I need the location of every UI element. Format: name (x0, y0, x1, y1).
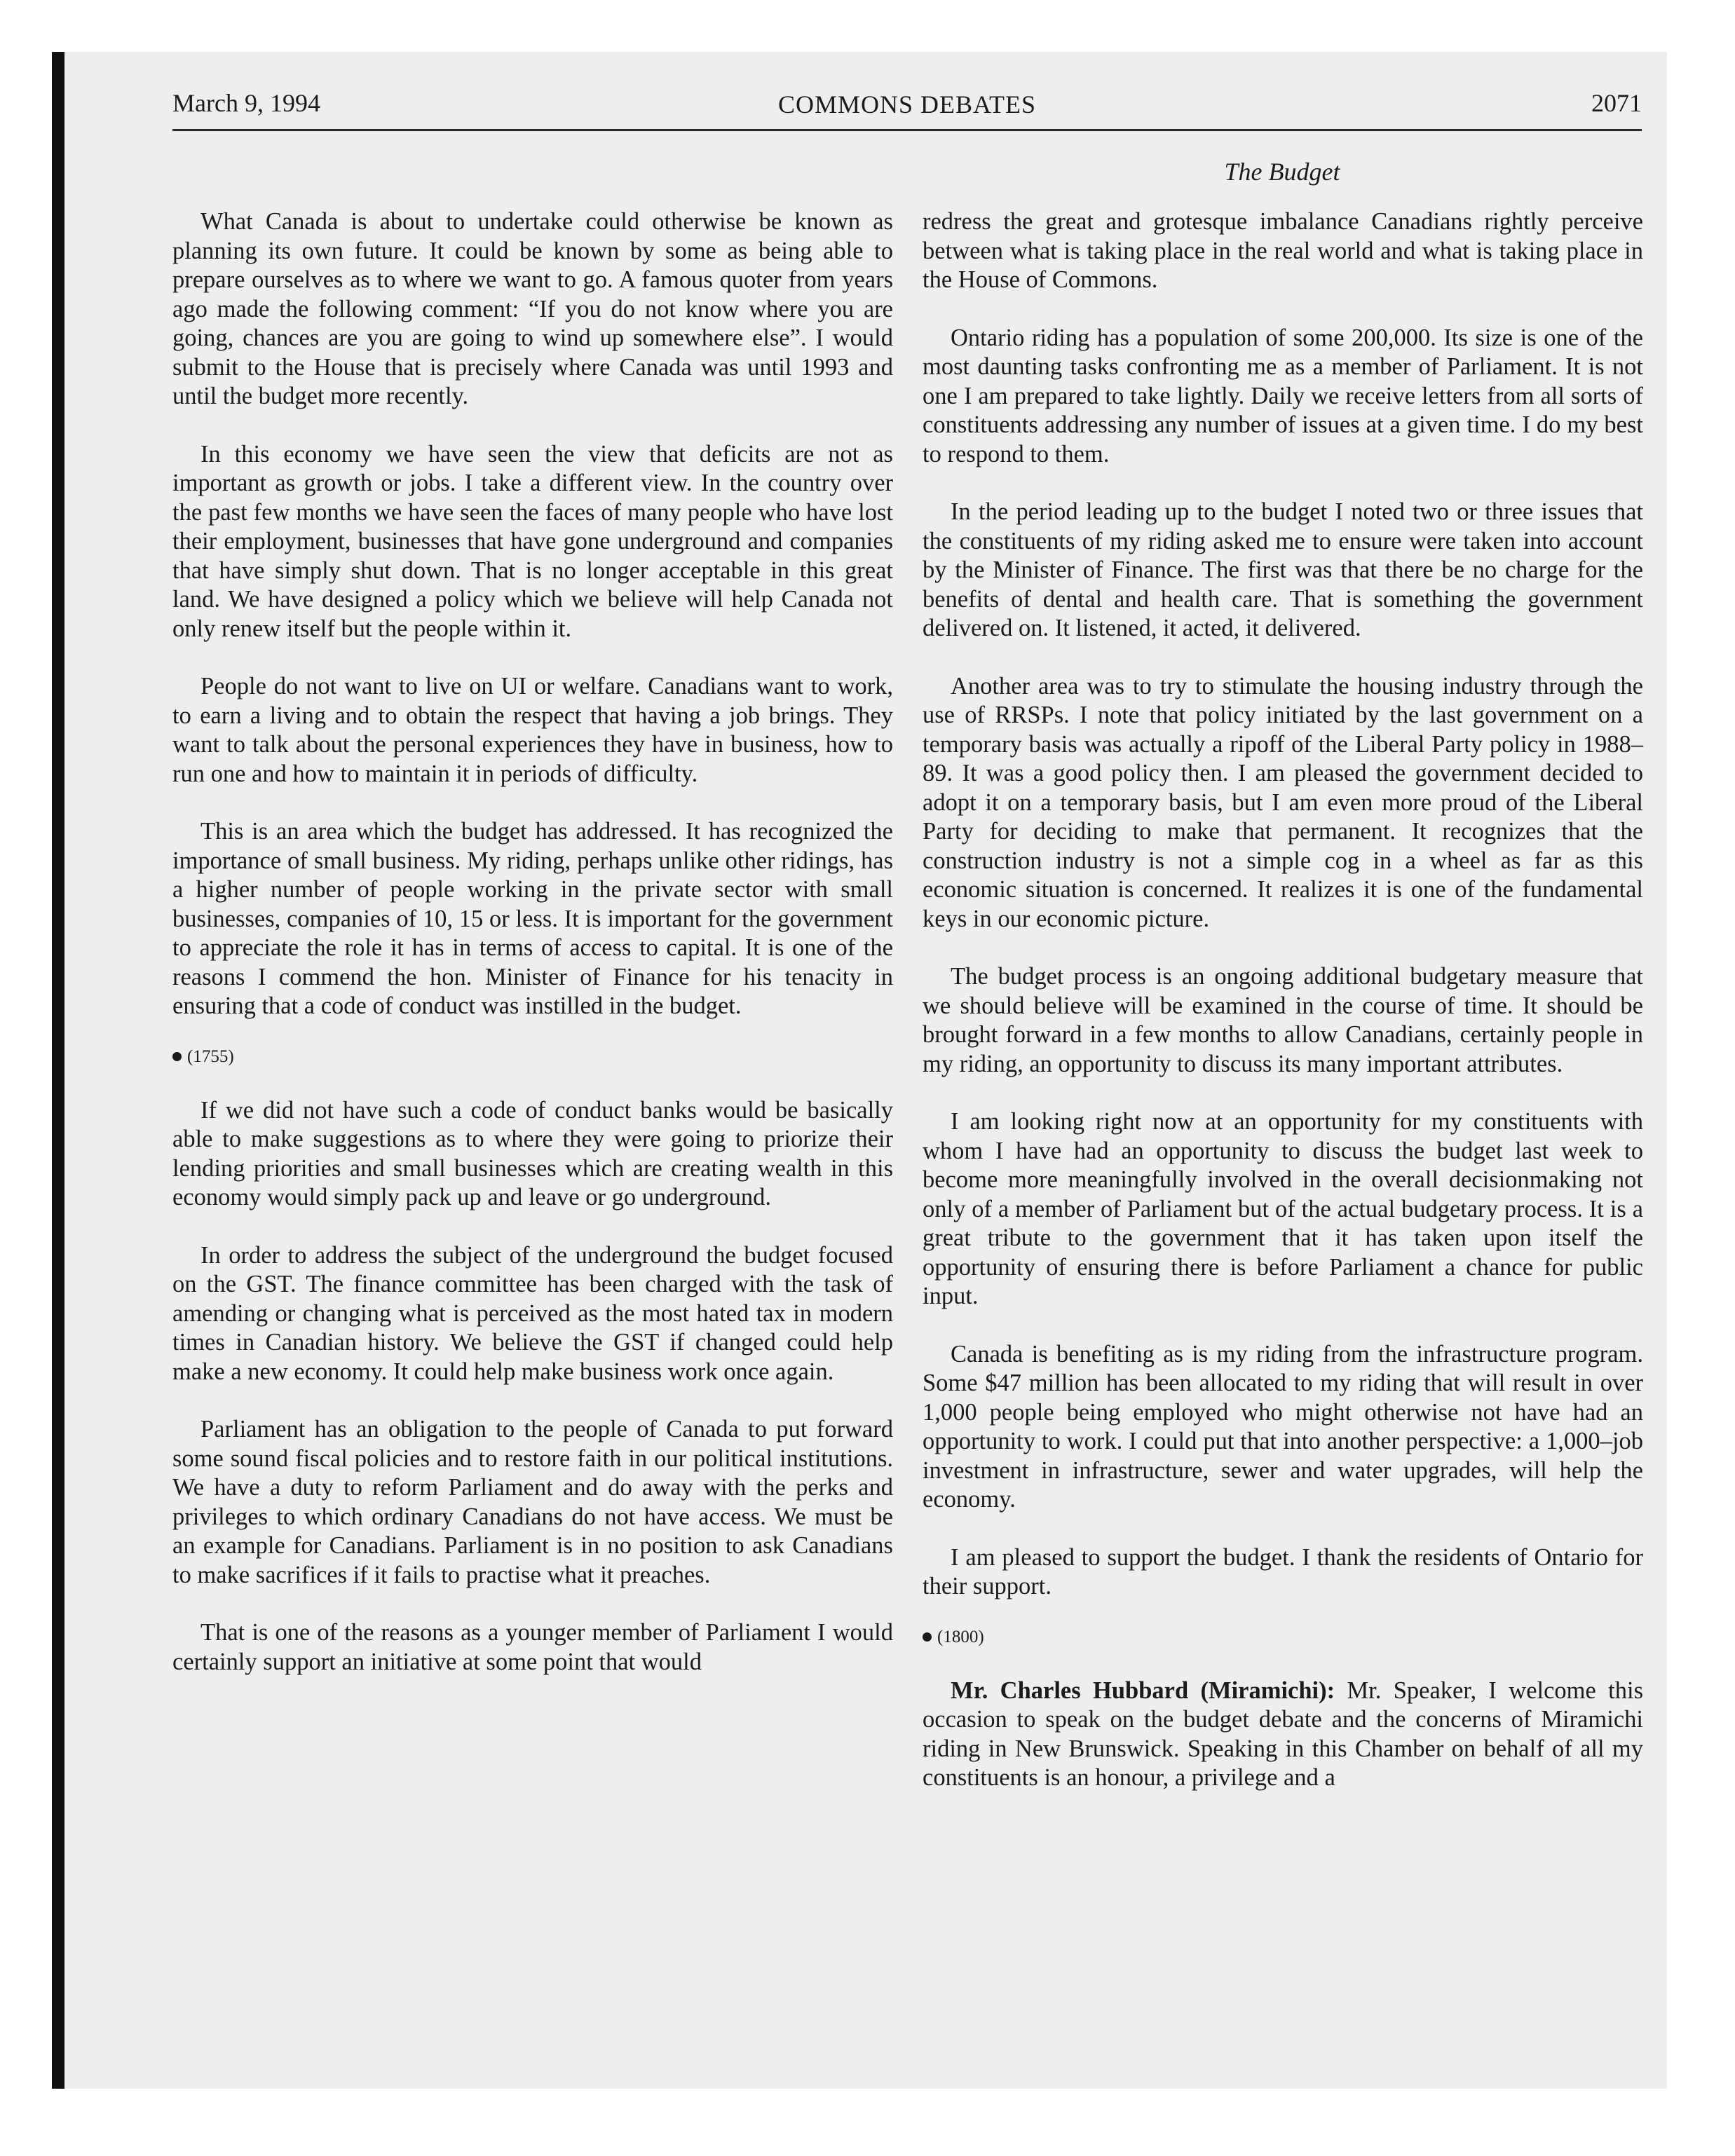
header-date: March 9, 1994 (172, 89, 320, 117)
paragraph: Parliament has an obligation to the people of Canada to put forward some sound fiscal policies and to restore faith in our political institutions. We have a duty to reform Parliament and do away with the perks and privileges to which ordinary Canadians do not have access. We must be an example for Canadians. Parliament is in no position to ask Canadians to make sacrifices if it fails to practise what it preaches. (172, 1416, 893, 1588)
paragraph: In the period leading up to the budget I noted two or three issues that the constituents of my riding asked me to ensure were taken into account by the Minister of Finance. The first was that there be no charge for the benefits of dental and health care. That is something the government delivered on. It listened, it acted, it delivered. (923, 498, 1643, 641)
time-marker-text: (1755) (187, 1046, 234, 1066)
paragraph: I am looking right now at an opportunity for my constituents with whom I have had an opportunity to discuss the budget last week to become more meaningfully involved in the overall decisionmaking not only of a member of Parliament but of the actual budgetary process. It is a great tribute to the government that it has taken upon itself the opportunity of ensuring there is before Parliament a chance for public input. (923, 1108, 1643, 1309)
speech-text: Mr. Speaker, I welcome this occasion to speak on the budget debate and the concerns of Miramichi riding in New Brunswick. Speaking in this Chamber on behalf of all my constituents is an honour, a privilege and a (923, 1677, 1644, 1791)
paragraph: If we did not have such a code of conduct banks would be basically able to make suggestions as to where they were going to priorize their lending priorities and small businesses which are creating wealth in this economy would simply pack up and leave or go underground. (172, 1096, 893, 1210)
paragraph: In order to address the subject of the underground the budget focused on the GST. The finance committee has been charged with the task of amending or changing what is perceived as the most hated tax in modern times in Canadian history. We believe the GST if changed could help make a new economy. It could help make business work once again. (172, 1241, 893, 1385)
left-column (172, 207, 893, 1677)
bullet-icon (923, 1632, 932, 1642)
paragraph: Ontario riding has a population of some 200,000. Its size is one of the most daunting tasks confronting me as a member of Parliament. It is not one I am prepared to take lightly. Daily we receive letters from all sorts of constituents addressing any number of issues at a given time. I do my best to respond to them. (923, 324, 1643, 468)
paragraph: What Canada is about to undertake could otherwise be known as planning its own future. It could be known by some as being able to prepare ourselves as to where we want to go. A famous quoter from years ago made the following comment: “If you do not know where you are going, chances are you are going to wind up somewhere else”. I would submit to the House that is precisely where Canada was until 1993 and until the budget more recently. (172, 208, 893, 409)
speaker-name: Mr. Charles Hubbard (Miramichi): (951, 1677, 1335, 1704)
running-header (172, 86, 1642, 131)
paragraph: That is one of the reasons as a younger member of Parliament I would certainly support an initiative at some point that would (172, 1619, 893, 1675)
time-marker-text: (1800) (937, 1627, 984, 1646)
paragraph: People do not want to live on UI or welfare. Canadians want to work, to earn a living and to obtain the respect that having a job brings. They want to talk about the personal experiences they have in business, how to run one and how to maintain it in periods of difficulty. (172, 673, 893, 787)
header-title: COMMONS DEBATES (777, 90, 1037, 118)
time-marker (172, 1046, 893, 1068)
time-marker (923, 1626, 1643, 1649)
speech-paragraph (923, 1677, 1643, 1793)
paragraph: redress the great and grotesque imbalance Canadians rightly perceive between what is taking place in the real world and what is taking place in the House of Commons. (923, 208, 1643, 293)
paragraph: This is an area which the budget has addressed. It has recognized the importance of small business. My riding, perhaps unlike other ridings, has a higher number of people working in the private sector with small businesses, companies of 10, 15 or less. It is important for the government to appreciate the role it has in terms of access to capital. It is one of the reasons I commend the hon. Minister of Finance for his tenacity in ensuring that a code of conduct was instilled in the budget. (172, 818, 893, 1019)
paragraph: Canada is benefiting as is my riding from the infrastructure program. Some $47 million has been allocated to my riding that will result in over 1,000 people being employed who might otherwise not have had an opportunity to work. I could put that into another perspective: a 1,000–job investment in infrastructure, sewer and water upgrades, will help the economy. (923, 1340, 1643, 1513)
scan-edge (52, 52, 64, 2089)
paragraph: Another area was to try to stimulate the housing industry through the use of RRSPs. I note that policy initiated by the last government on a temporary basis was actually a ripoff of the Liberal Party policy in 1988–89. It was a good policy then. I am pleased the government decided to adopt it on a temporary basis, but I am even more proud of the Liberal Party for deciding to make that permanent. It recognizes that the construction industry is not a simple cog in a wheel as far as this economic situation is concerned. It realizes it is one of the fundamental keys in our economic picture. (923, 672, 1643, 932)
paragraph: The budget process is an ongoing additional budgetary measure that we should believe will be examined in the course of time. It should be brought forward in a few months to allow Canadians, certainly people in my riding, an opportunity to discuss its many important attributes. (923, 963, 1643, 1077)
section-label: The Budget (1224, 158, 1340, 186)
bullet-icon (172, 1052, 182, 1061)
right-column (923, 207, 1643, 1793)
paragraph: In this economy we have seen the view that deficits are not as important as growth or jobs. I take a different view. In the country over the past few months we have seen the faces of many people who have lost their employment, businesses that have gone underground and companies that have simply shut down. That is no longer acceptable in this great land. We have designed a policy which we believe will help Canada not only renew itself but the people within it. (172, 440, 893, 642)
paragraph: I am pleased to support the budget. I thank the residents of Ontario for their support. (923, 1543, 1643, 1599)
page-number: 2071 (1591, 89, 1642, 117)
